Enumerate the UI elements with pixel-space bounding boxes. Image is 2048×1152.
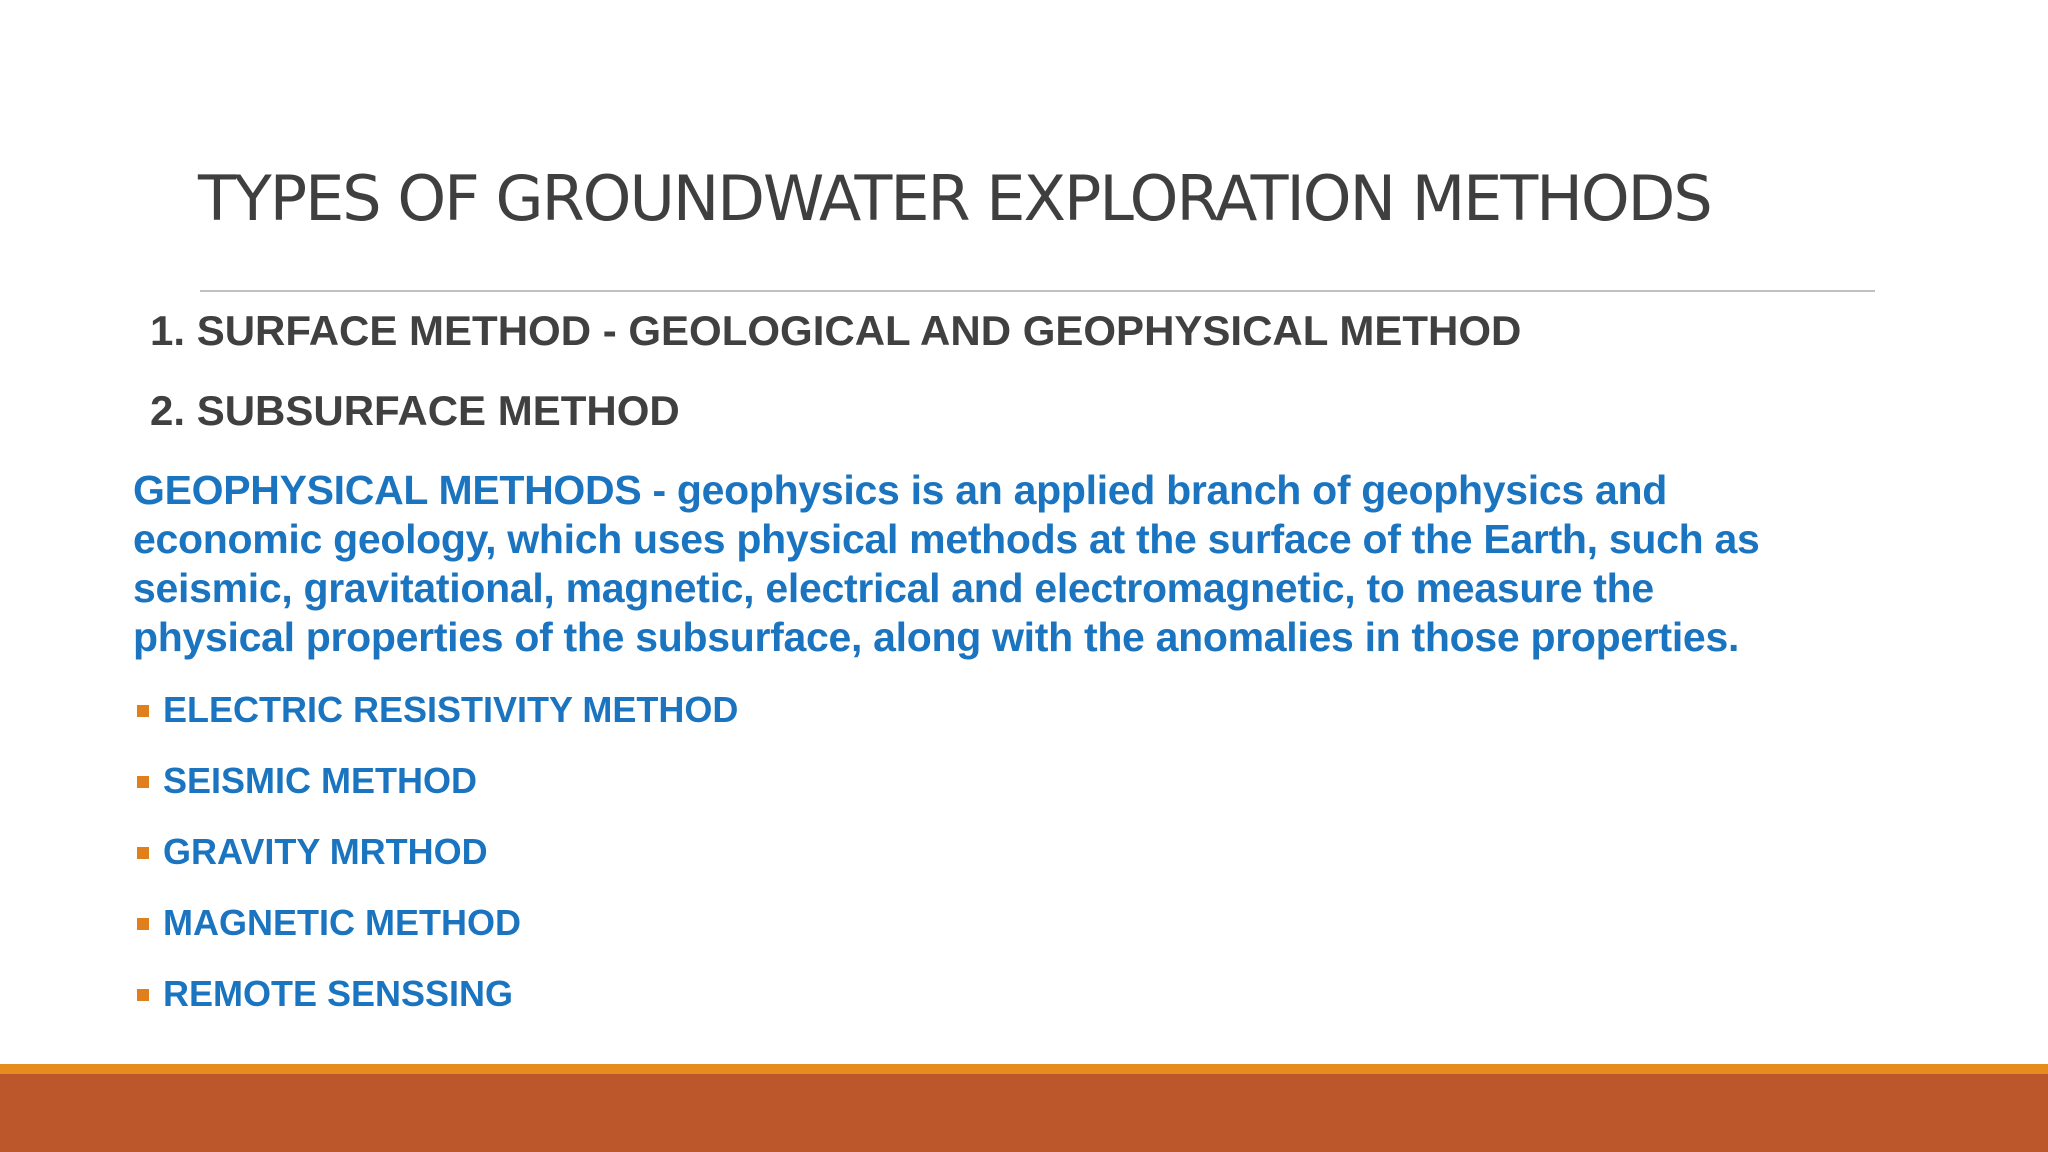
slide-title: TYPES OF GROUNDWATER EXPLORATION METHODS [198,162,1711,235]
footer-accent-stripe [0,1064,2048,1074]
title-divider [200,290,1875,292]
paragraph-line: economic geology, which uses physical methods at the surface of the Earth, such as [133,516,1760,562]
footer-bar [0,1074,2048,1152]
list-item [137,760,738,834]
square-bullet-icon [137,918,149,930]
bullet-label: MAGNETIC METHOD [163,902,521,943]
list-item [137,973,738,1047]
geophysical-methods-paragraph [133,466,2013,662]
paragraph-line: seismic, gravitational, magnetic, electrical and electromagnetic, to measure the [133,565,1654,611]
list-item [137,689,739,763]
square-bullet-icon [137,705,149,717]
numbered-item-subsurface-method: 2. SUBSURFACE METHOD [150,387,680,434]
list-item [137,831,738,905]
square-bullet-icon [137,989,149,1001]
paragraph-line: GEOPHYSICAL METHODS - geophysics is an applied branch of geophysics and [133,467,1667,513]
bullet-label: ELECTRIC RESISTIVITY METHOD [163,689,739,730]
list-item [137,902,738,976]
bullet-label: REMOTE SENSSING [163,973,514,1014]
bullet-label: GRAVITY MRTHOD [163,831,488,872]
methods-bullet-list [137,689,739,1047]
square-bullet-icon [137,776,149,788]
square-bullet-icon [137,847,149,859]
bullet-label: SEISMIC METHOD [163,760,478,801]
paragraph-line: physical properties of the subsurface, along with the anomalies in those properties. [133,614,1740,660]
numbered-item-surface-method: 1. SURFACE METHOD - GEOLOGICAL AND GEOPHYSICAL METHOD [150,307,1522,354]
